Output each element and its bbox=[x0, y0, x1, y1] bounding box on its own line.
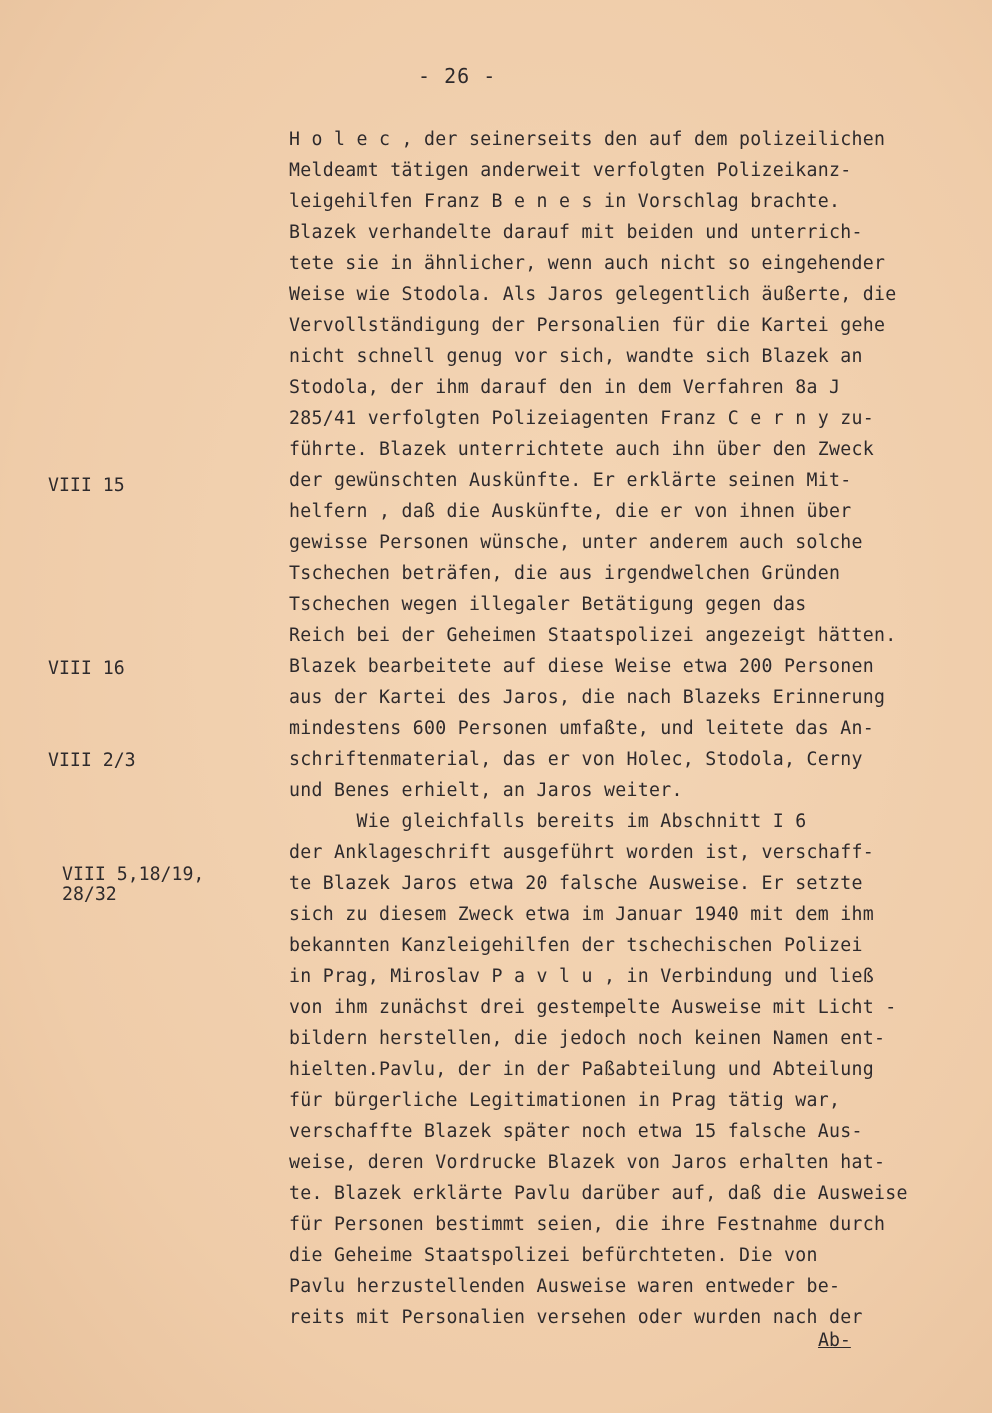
text-line: Reich bei der Geheimen Staatspolizei angezeigt hätten. bbox=[289, 625, 897, 646]
text-line: hielten.Pavlu, der in der Paßabteilung und Abteilung bbox=[289, 1059, 874, 1080]
text-line: tete sie in ähnlicher, wenn auch nicht so eingehender bbox=[289, 253, 886, 274]
text-line: H o l e c , der seinerseits den auf dem polizeilichen bbox=[289, 129, 886, 150]
text-line: mindestens 600 Personen umfaßte, und leitete das An- bbox=[289, 718, 874, 739]
text-line: te Blazek Jaros etwa 20 falsche Ausweise. Er setzte bbox=[289, 873, 863, 894]
text-line: verschaffte Blazek später noch etwa 15 falsche Aus- bbox=[289, 1121, 863, 1142]
text-line: aus der Kartei des Jaros, die nach Blazeks Erinnerung bbox=[289, 687, 886, 708]
margin-reference: VIII 2/3 bbox=[48, 750, 136, 771]
text-line: Blazek verhandelte darauf mit beiden und unterrich- bbox=[289, 222, 863, 243]
text-line: te. Blazek erklärte Pavlu darüber auf, daß die Ausweise bbox=[289, 1183, 908, 1204]
margin-reference: 28/32 bbox=[62, 884, 117, 905]
text-line: sich zu diesem Zweck etwa im Januar 1940 mit dem ihm bbox=[289, 904, 874, 925]
text-line: Tschechen beträfen, die aus irgendwelchen Gründen bbox=[289, 563, 841, 584]
page-number: - 26 - bbox=[418, 64, 497, 88]
text-line: weise, deren Vordrucke Blazek von Jaros erhalten hat- bbox=[289, 1152, 886, 1173]
text-line: gewisse Personen wünsche, unter anderem auch solche bbox=[289, 532, 863, 553]
margin-reference: VIII 15 bbox=[48, 475, 125, 496]
text-line: Stodola, der ihm darauf den in dem Verfahren 8a J bbox=[289, 377, 841, 398]
text-line: der Anklageschrift ausgeführt worden ist, verschaff- bbox=[289, 842, 874, 863]
text-line: Vervollständigung der Personalien für die Kartei gehe bbox=[289, 315, 886, 336]
text-line: der gewünschten Auskünfte. Er erklärte seinen Mit- bbox=[289, 470, 852, 491]
text-line: für Personen bestimmt seien, die ihre Festnahme durch bbox=[289, 1214, 886, 1235]
text-line: 285/41 verfolgten Polizeiagenten Franz C e r n y zu- bbox=[289, 408, 874, 429]
text-line: bildern herstellen, die jedoch noch keinen Namen ent- bbox=[289, 1028, 886, 1049]
text-line: und Benes erhielt, an Jaros weiter. bbox=[289, 780, 683, 801]
text-line: leigehilfen Franz B e n e s in Vorschlag brachte. bbox=[289, 191, 841, 212]
text-line: helfern , daß die Auskünfte, die er von ihnen über bbox=[289, 501, 852, 522]
text-line: die Geheime Staatspolizei befürchteten. Die von bbox=[289, 1245, 818, 1266]
text-line: nicht schnell genug vor sich, wandte sich Blazek an bbox=[289, 346, 863, 367]
margin-reference: VIII 5,18/19, bbox=[62, 864, 205, 885]
text-line: Tschechen wegen illegaler Betätigung gegen das bbox=[289, 594, 807, 615]
text-line: Pavlu herzustellenden Ausweise waren entweder be- bbox=[289, 1276, 841, 1297]
text-line: in Prag, Miroslav P a v l u , in Verbindung und ließ bbox=[289, 966, 874, 987]
text-line: Wie gleichfalls bereits im Abschnitt I 6 bbox=[289, 811, 807, 832]
text-line: für bürgerliche Legitimationen in Prag tätig war, bbox=[289, 1090, 841, 1111]
text-line: Blazek bearbeitete auf diese Weise etwa 200 Personen bbox=[289, 656, 874, 677]
text-line: schriftenmaterial, das er von Holec, Stodola, Cerny bbox=[289, 749, 863, 770]
text-line: bekannten Kanzleigehilfen der tschechischen Polizei bbox=[289, 935, 863, 956]
text-line: von ihm zunächst drei gestempelte Ausweise mit Licht - bbox=[289, 997, 897, 1018]
text-line: Meldeamt tätigen anderweit verfolgten Polizeikanz- bbox=[289, 160, 852, 181]
catchword: Ab- bbox=[818, 1330, 851, 1351]
margin-reference: VIII 16 bbox=[48, 658, 125, 679]
text-line: Weise wie Stodola. Als Jaros gelegentlich äußerte, die bbox=[289, 284, 897, 305]
text-line: reits mit Personalien versehen oder wurden nach der bbox=[289, 1307, 863, 1328]
text-line: führte. Blazek unterrichtete auch ihn über den Zweck bbox=[289, 439, 874, 460]
